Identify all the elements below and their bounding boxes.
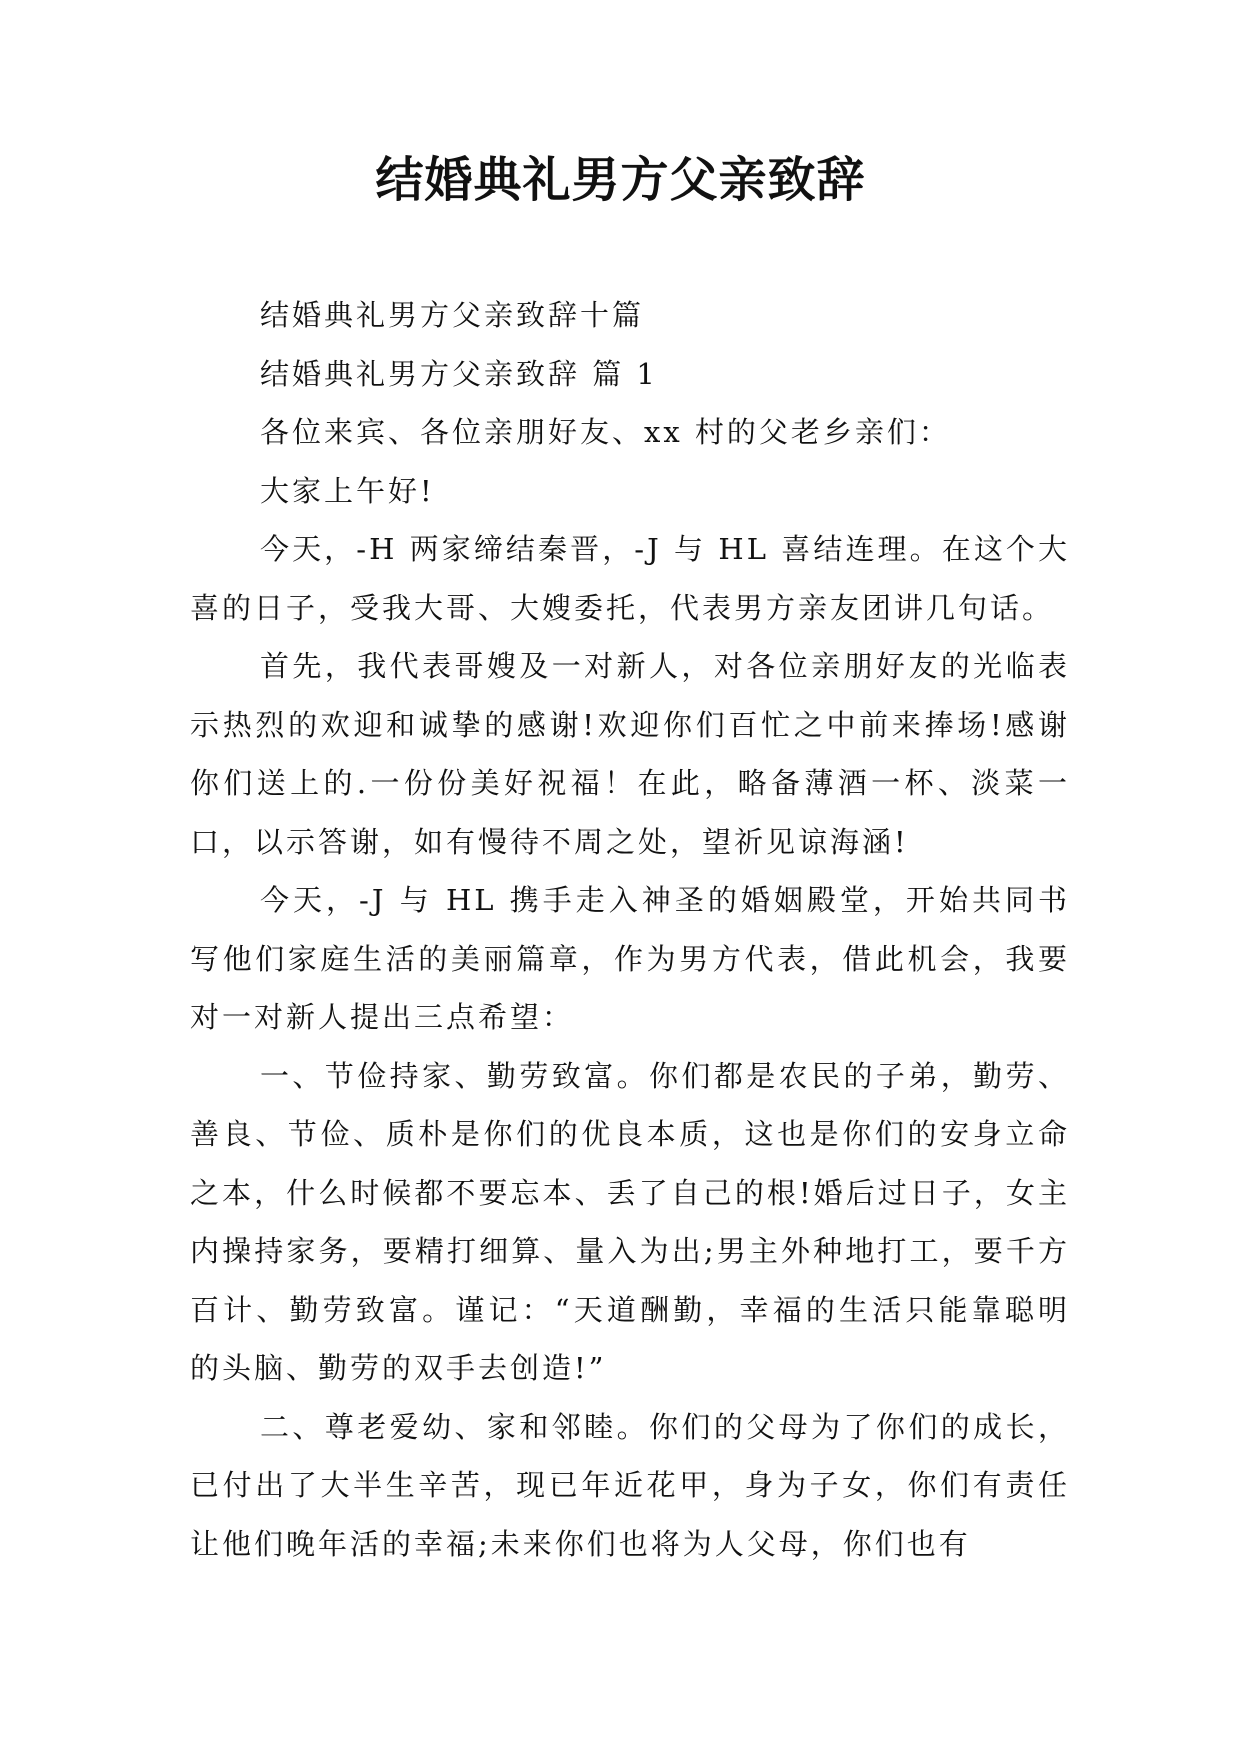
paragraph-hope-two: 二、尊老爱幼、家和邻睦。你们的父母为了你们的成长，已付出了大半生辛苦，现已年近花甲，身为子女，你们有责任让他们晚年活的幸福;未来你们也将为人父母，你们也有 xyxy=(190,1409,1070,1561)
document-title: 结婚典礼男方父亲致辞 xyxy=(375,152,866,208)
paragraph-intro: 今天，-H 两家缔结秦晋，-J 与 HL 喜结连理。在这个大喜的日子，受我大哥、大嫂委托，代表男方亲友团讲几句话。 xyxy=(190,532,1070,625)
paragraph-thanks: 首先，我代表哥嫂及一对新人，对各位亲朋好友的光临表示热烈的欢迎和诚挚的感谢!欢迎你们百忙之中前来捧场!感谢你们送上的.一份份美好祝福！在此，略备薄酒一杯、淡菜一口，以示答谢，如有慢待不周之处，望祈见谅海涵! xyxy=(190,649,1070,859)
salutation: 各位来宾、各位亲朋好友、xx 村的父老乡亲们： xyxy=(260,415,951,449)
document-body xyxy=(190,286,1070,1573)
greeting: 大家上午好! xyxy=(260,473,435,508)
subtitle-collection: 结婚典礼男方父亲致辞十篇 xyxy=(260,298,645,332)
paragraph-hopes: 今天，-J 与 HL 携手走入神圣的婚姻殿堂，开始共同书写他们家庭生活的美丽篇章，作为男方代表，借此机会，我要对一对新人提出三点希望： xyxy=(190,883,1070,1034)
paragraph-hope-one: 一、节俭持家、勤劳致富。你们都是农民的子弟，勤劳、善良、节俭、质朴是你们的优良本质，这也是你们的安身立命之本，什么时候都不要忘本、丢了自己的根!婚后过日子，女主内操持家务，要精打细算、量入为出;男主外种地打工，要千方百计、勤劳致富。谨记：“天道酬勤，幸福的生活只能靠聪明的头脑、勤劳的双手去创造!” xyxy=(190,1058,1070,1385)
subtitle-part-1: 结婚典礼男方父亲致辞 篇 1 xyxy=(260,356,658,391)
